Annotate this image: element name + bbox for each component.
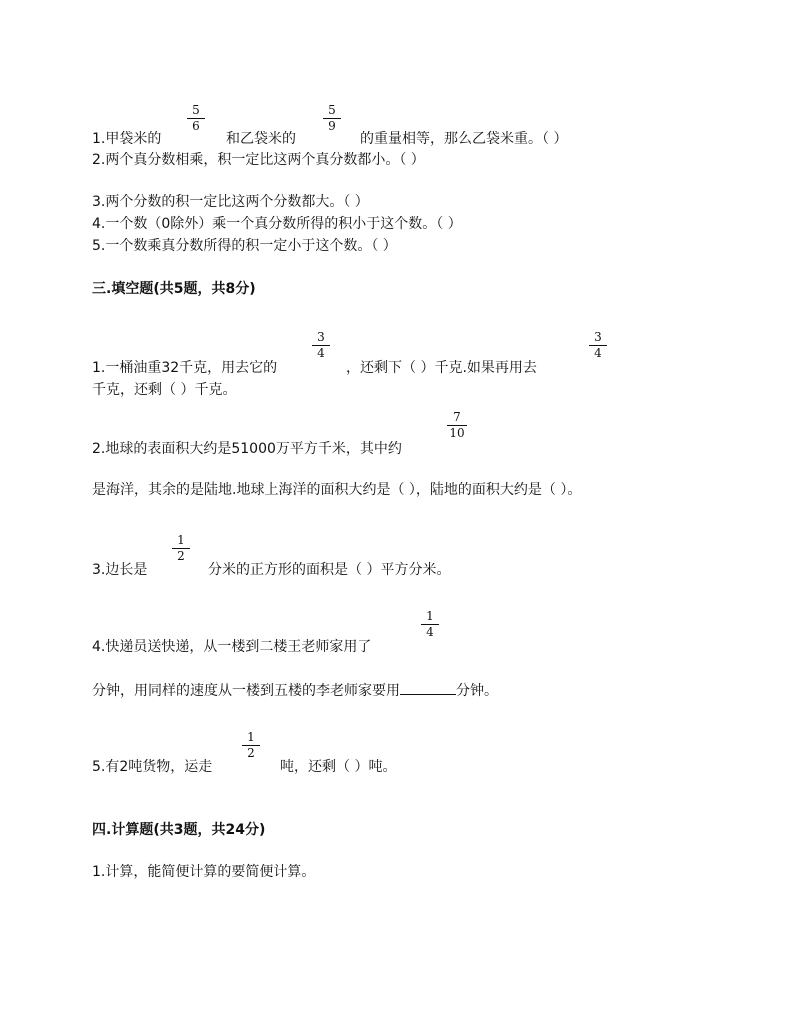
fill-q4-text-b: 分钟，用同样的速度从一楼到五楼的李老师家要用 bbox=[92, 683, 400, 699]
judge-q1-text-a: 1.甲袋米的 bbox=[92, 131, 162, 147]
fraction-denominator: 4 bbox=[594, 346, 602, 360]
fraction bbox=[311, 331, 331, 360]
judge-q1-text-c: 的重量相等，那么乙袋米重。（ ） bbox=[360, 131, 568, 147]
fraction bbox=[186, 104, 206, 133]
fill-q1-text-b: ，还剩下（ ）千克.如果再用去 bbox=[346, 360, 537, 376]
answer-blank[interactable] bbox=[400, 681, 456, 695]
fraction bbox=[588, 331, 608, 360]
fraction-numerator: 1 bbox=[177, 533, 185, 547]
judge-q1-text-b: 和乙袋米的 bbox=[226, 131, 296, 147]
section-heading-calc: 四.计算题(共3题，共24分) bbox=[92, 822, 266, 838]
fraction-numerator: 3 bbox=[594, 330, 602, 344]
fill-q5-text-b: 吨，还剩（ ）吨。 bbox=[280, 759, 397, 775]
fraction-denominator: 6 bbox=[192, 119, 200, 133]
fraction-denominator: 4 bbox=[317, 346, 325, 360]
fraction-numerator: 1 bbox=[426, 609, 434, 623]
fraction-numerator: 7 bbox=[453, 410, 461, 424]
fraction bbox=[420, 610, 440, 639]
judge-q3: 3.两个分数的积一定比这两个分数都大。（ ） bbox=[92, 194, 369, 210]
fraction-denominator: 10 bbox=[449, 426, 465, 440]
fraction-numerator: 5 bbox=[328, 103, 336, 117]
calc-q1: 1.计算，能简便计算的要简便计算。 bbox=[92, 864, 316, 880]
section-heading-fill: 三.填空题(共5题，共8分) bbox=[92, 281, 256, 297]
fill-q1-text-a: 1.一桶油重32千克，用去它的 bbox=[92, 360, 278, 376]
fill-q4-text-c: 分钟。 bbox=[456, 683, 498, 699]
fraction-numerator: 3 bbox=[317, 330, 325, 344]
fill-q2-text-a: 2.地球的表面积大约是51000万平方千米，其中约 bbox=[92, 441, 402, 457]
judge-q4: 4.一个数（0除外）乘一个真分数所得的积小于这个数。（ ） bbox=[92, 216, 462, 232]
fill-q2-text-b: 是海洋，其余的是陆地.地球上海洋的面积大约是（ ），陆地的面积大约是（ ）。 bbox=[92, 482, 582, 498]
fraction-denominator: 2 bbox=[177, 549, 185, 563]
fill-q4-text-a: 4.快递员送快递，从一楼到二楼王老师家用了 bbox=[92, 639, 372, 655]
fraction-denominator: 2 bbox=[247, 746, 255, 760]
judge-q2: 2.两个真分数相乘，积一定比这两个真分数都小。（ ） bbox=[92, 152, 425, 168]
fraction bbox=[322, 104, 342, 133]
fraction bbox=[171, 534, 191, 563]
judge-q5: 5.一个数乘真分数所得的积一定小于这个数。（ ） bbox=[92, 238, 397, 254]
fraction bbox=[241, 731, 261, 760]
fill-q4-text-b-line bbox=[92, 681, 498, 699]
fraction-numerator: 5 bbox=[192, 103, 200, 117]
fill-q3-text-b: 分米的正方形的面积是（ ）平方分米。 bbox=[208, 562, 451, 578]
fill-q3-text-a: 3.边长是 bbox=[92, 562, 148, 578]
fill-q5-text-a: 5.有2吨货物，运走 bbox=[92, 759, 213, 775]
fraction-numerator: 1 bbox=[247, 730, 255, 744]
fraction-denominator: 4 bbox=[426, 625, 434, 639]
fraction-denominator: 9 bbox=[328, 119, 336, 133]
fill-q1-text-c: 千克，还剩（ ）千克。 bbox=[92, 382, 237, 398]
fraction bbox=[446, 411, 468, 440]
